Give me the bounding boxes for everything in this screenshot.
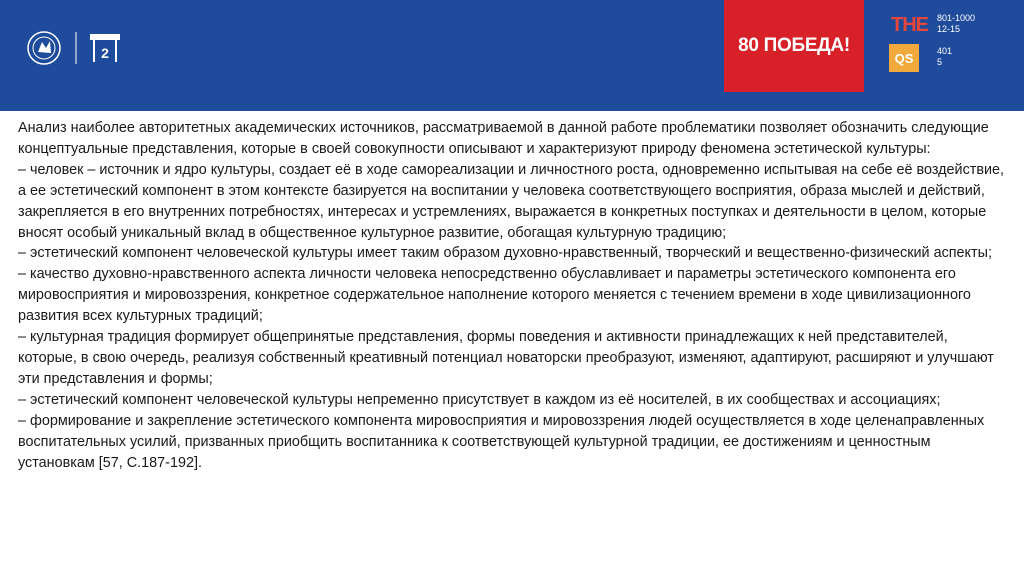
- header-bar: [0, 0, 1024, 111]
- faculty-emblem-icon: [90, 34, 120, 62]
- the-ranking-values: [937, 13, 975, 35]
- victory-80-badge: [724, 0, 864, 92]
- the-ranking-logo: THE: [891, 14, 928, 36]
- the-rank-global: 801-1000: [937, 13, 976, 23]
- list-item: – человек – источник и ядро культуры, создает её в ходе самореализации и личностного роста, одновременно испытывая на себе её воздействие, а ее эстетический компонент в этом контексте базируется на воспитании у человека соответствующего восприятия, образа мыслей и действий, закрепляется в его внутренних потребностях, интересах и устремлениях, выражается в конкретных поступках и деятельности в целом, которые вносят особый уникальный вклад в общественное культурное развитие, обогащая культурную традицию;: [18, 161, 1005, 241]
- list-item: – эстетический компонент человеческой культуры непременно присутствует в каждом из её носителей, в их сообществах и ассоциациях;: [18, 391, 941, 408]
- qs-rank-global: 401: [937, 46, 953, 56]
- victory-badge-text: 80 ПОБЕДА!: [738, 35, 850, 56]
- qs-ranking-logo: QS: [889, 44, 919, 72]
- the-rank-national: 12-15: [937, 24, 961, 34]
- university-logo: [24, 26, 134, 70]
- slide-body-text: [18, 118, 1008, 473]
- qs-rank-national: 5: [937, 57, 943, 67]
- list-item: – формирование и закрепление эстетического компонента мировосприятия и мировоззрения людей осуществляется в ходе целенаправленных воспитательных усилий, призванных приобщить воспитанника к соответствующей культурной традиции, ее достижениям и ценностным установкам [57, С.187-192].: [18, 412, 985, 471]
- svg-text:2: 2: [101, 45, 109, 61]
- intro-paragraph: Анализ наиболее авторитетных академических источников, рассматриваемой в данной работе проблематики позволяет обозначить следующие концептуальные представления, которые в своей совокупности описывают и характеризуют природу феномена эстетической культуры:: [18, 120, 989, 157]
- list-item: – эстетический компонент человеческой культуры имеет таким образом духовно-нравственный, творческий и вещественно-физический аспекты;: [18, 245, 992, 262]
- list-item: – качество духовно-нравственного аспекта личности человека непосредственно обуславливает и параметры эстетического компонента его мировосприятия и мировоззрения, конкретное содержательное наполнение которого меняется с течением времени в ходе цивилизационного развития всех культурных традиций;: [18, 266, 971, 325]
- university-emblem-icon: [28, 32, 60, 64]
- qs-ranking-values: [937, 46, 952, 68]
- list-item: – культурная традиция формирует общепринятые представления, формы поведения и активности принадлежащих к ней представителей, которые, в свою очередь, реализуя собственный креативный потенциал новаторски преобразуют, изменяют, адаптируют, расширяют и улучшают эти представления и формы;: [18, 329, 994, 387]
